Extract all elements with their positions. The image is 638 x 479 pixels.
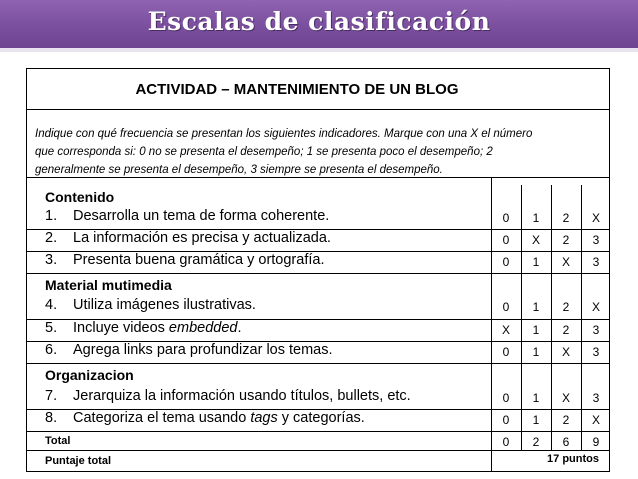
score-cell: 0 — [502, 211, 510, 225]
rating-scale-sheet — [26, 68, 610, 472]
score-cell: 2 — [562, 233, 570, 247]
item-text-emphasis: embedded — [168, 320, 238, 336]
score-cell: 1 — [532, 391, 540, 405]
score-cell: X — [561, 391, 570, 405]
score-cell: 3 — [592, 345, 600, 359]
total-label: Total — [45, 435, 71, 447]
score-cell: 1 — [532, 211, 540, 225]
score-cell: 2 — [562, 211, 570, 225]
score-cell: X — [591, 300, 600, 314]
score-cell: 0 — [502, 255, 510, 269]
score-cell: 3 — [592, 391, 600, 405]
total-score-cell: 9 — [592, 435, 600, 449]
divider — [491, 177, 492, 185]
score-cell: X — [561, 345, 570, 359]
total-score-cell: 6 — [562, 435, 570, 449]
score-cell: 2 — [562, 300, 570, 314]
total-score-cell: 0 — [502, 435, 510, 449]
list-item — [45, 320, 241, 336]
item-text: La información es precisa y actualizada. — [73, 230, 331, 246]
list-item — [45, 388, 411, 404]
score-cell: X — [591, 413, 600, 427]
score-cell: 1 — [532, 323, 540, 337]
page-title: Escalas de clasificación — [147, 7, 491, 36]
item-text: Utiliza imágenes ilustrativas. — [73, 297, 256, 313]
grand-total-value: 17 puntos — [547, 453, 599, 465]
score-cell: X — [501, 323, 510, 337]
instructions-line: Indique con qué frecuencia se presentan los siguientes indicadores. Marque con una X el número — [35, 128, 533, 140]
score-cell: 0 — [502, 233, 510, 247]
item-text: Incluye videos — [73, 320, 169, 336]
total-score-cell: 2 — [532, 435, 540, 449]
item-number: 8. — [45, 410, 58, 426]
list-item — [45, 230, 331, 246]
score-cell: 0 — [502, 391, 510, 405]
score-cell: 2 — [562, 323, 570, 337]
score-cell: 1 — [532, 255, 540, 269]
item-number: 4. — [45, 297, 58, 313]
item-text: . — [237, 320, 242, 336]
score-cell: 0 — [502, 413, 510, 427]
grand-total-label: Puntaje total — [45, 455, 112, 467]
score-cell: 0 — [502, 345, 510, 359]
divider — [27, 109, 609, 110]
item-number: 7. — [45, 388, 58, 404]
item-text: Agrega links para profundizar los temas. — [73, 342, 333, 358]
section-title: Material mutimedia — [45, 277, 172, 293]
instructions-line: generalmente se presenta el desempeño, 3 siempre se presenta el desempeño. — [35, 164, 443, 176]
list-item — [45, 297, 256, 313]
activity-title: ACTIVIDAD – MANTENIMIENTO DE UN BLOG — [135, 81, 459, 98]
score-cell: 3 — [592, 233, 600, 247]
instructions — [35, 125, 595, 179]
list-item — [45, 410, 365, 426]
grid-line — [491, 450, 492, 472]
score-cell: 1 — [532, 300, 540, 314]
list-item — [45, 252, 324, 268]
item-number: 5. — [45, 320, 58, 336]
list-item — [45, 342, 333, 358]
item-text: Presenta buena gramática y ortografía. — [73, 252, 325, 268]
item-text-emphasis: tags — [250, 410, 278, 426]
divider — [27, 177, 609, 178]
score-cell: X — [561, 255, 570, 269]
item-text: Categoriza el tema usando — [73, 410, 251, 426]
instructions-line: que corresponda si: 0 no se presenta el desempeño; 1 se presenta poco el desempeño; 2 — [35, 146, 493, 158]
item-text: Desarrolla un tema de forma coherente. — [73, 208, 330, 224]
title-banner — [0, 0, 638, 52]
score-cell: 2 — [562, 413, 570, 427]
item-text: Jerarquiza la información usando títulos, bullets, etc. — [73, 388, 411, 404]
score-cell: 1 — [532, 413, 540, 427]
section-title: Contenido — [45, 189, 115, 205]
item-text: y categorías. — [277, 410, 365, 426]
score-cell: X — [531, 233, 540, 247]
item-number: 3. — [45, 252, 58, 268]
score-cell: 0 — [502, 300, 510, 314]
score-cell: 1 — [532, 345, 540, 359]
score-cell: X — [591, 211, 600, 225]
item-number: 6. — [45, 342, 58, 358]
list-item — [45, 208, 329, 224]
score-cell: 3 — [592, 255, 600, 269]
score-cell: 3 — [592, 323, 600, 337]
item-number: 1. — [45, 208, 58, 224]
item-number: 2. — [45, 230, 58, 246]
section-title: Organizacion — [45, 367, 134, 383]
